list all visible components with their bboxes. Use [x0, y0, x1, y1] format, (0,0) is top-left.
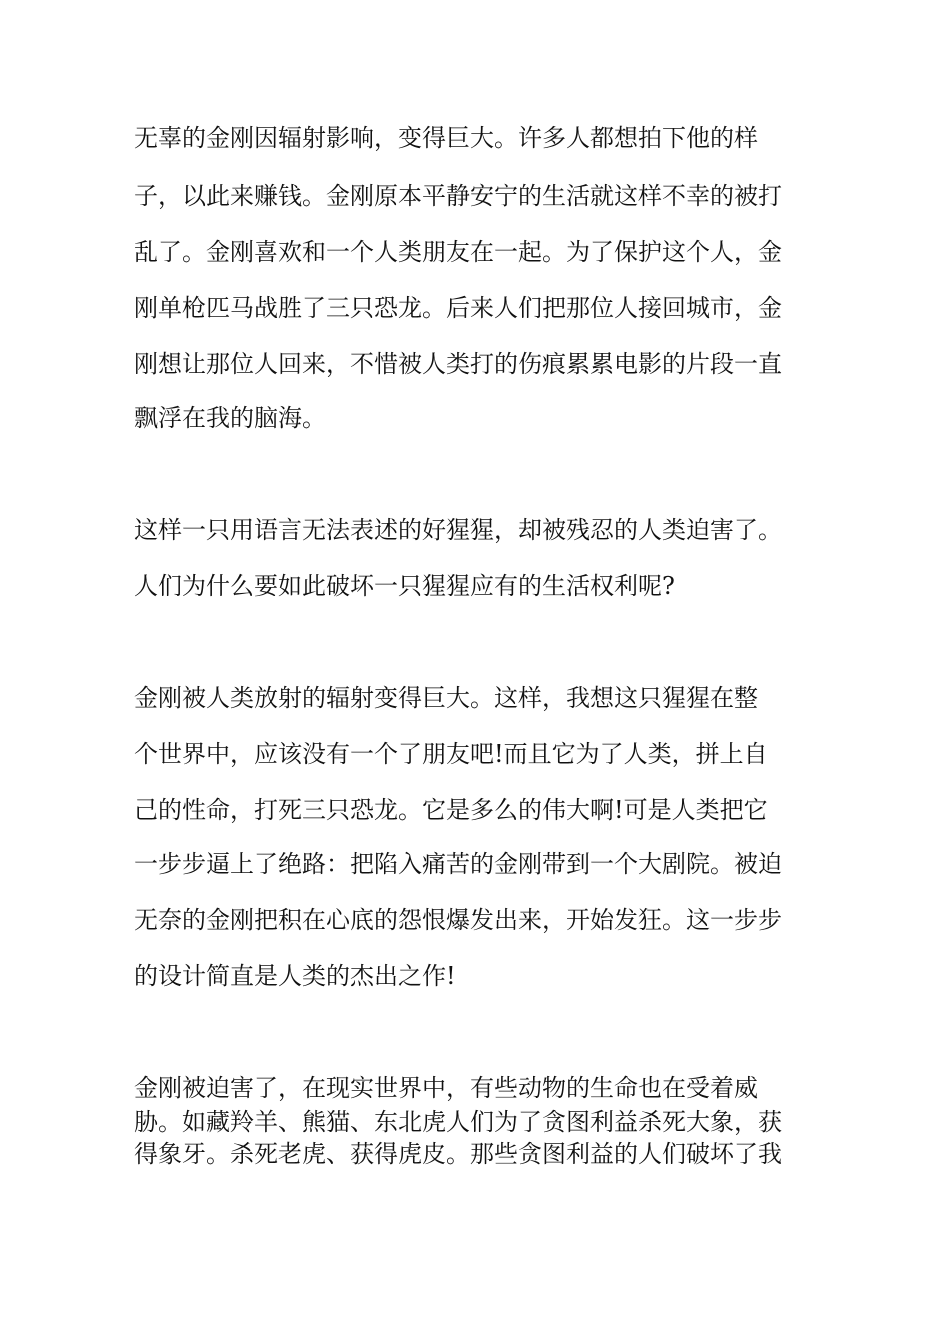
text-line: 无辜的金刚因辐射影响，变得巨大。许多人都想拍下他的样 [134, 124, 758, 152]
text-line: 乱了。金刚喜欢和一个人类朋友在一起。为了保护这个人，金 [134, 238, 782, 266]
text-line: 金刚被迫害了，在现实世界中，有些动物的生命也在受着威 [134, 1074, 758, 1102]
text-line: 的设计简直是人类的杰出之作! [134, 962, 456, 990]
text-line: 人们为什么要如此破坏一只猩猩应有的生活权利呢? [134, 572, 675, 600]
text-line: 己的性命，打死三只恐龙。它是多么的伟大啊!可是人类把它 [134, 796, 768, 824]
text-line: 刚单枪匹马战胜了三只恐龙。后来人们把那位人接回城市，金 [134, 294, 782, 322]
text-line: 胁。如藏羚羊、熊猫、东北虎人们为了贪图利益杀死大象，获 [134, 1108, 782, 1136]
text-line: 飘浮在我的脑海。 [134, 404, 326, 432]
text-line: 一步步逼上了绝路：把陷入痛苦的金刚带到一个大剧院。被迫 [134, 850, 782, 878]
text-line: 这样一只用语言无法表述的好猩猩，却被残忍的人类迫害了。 [134, 516, 782, 544]
text-line: 个世界中，应该没有一个了朋友吧!而且它为了人类，拼上自 [134, 740, 768, 768]
text-line: 金刚被人类放射的辐射变得巨大。这样，我想这只猩猩在整 [134, 684, 758, 712]
text-line: 刚想让那位人回来，不惜被人类打的伤痕累累电影的片段一直 [134, 350, 782, 378]
text-line: 子，以此来赚钱。金刚原本平静安宁的生活就这样不幸的被打 [134, 182, 782, 210]
text-line: 得象牙。杀死老虎、获得虎皮。那些贪图利益的人们破坏了我 [134, 1140, 782, 1168]
text-line: 无奈的金刚把积在心底的怨恨爆发出来，开始发狂。这一步步 [134, 906, 782, 934]
